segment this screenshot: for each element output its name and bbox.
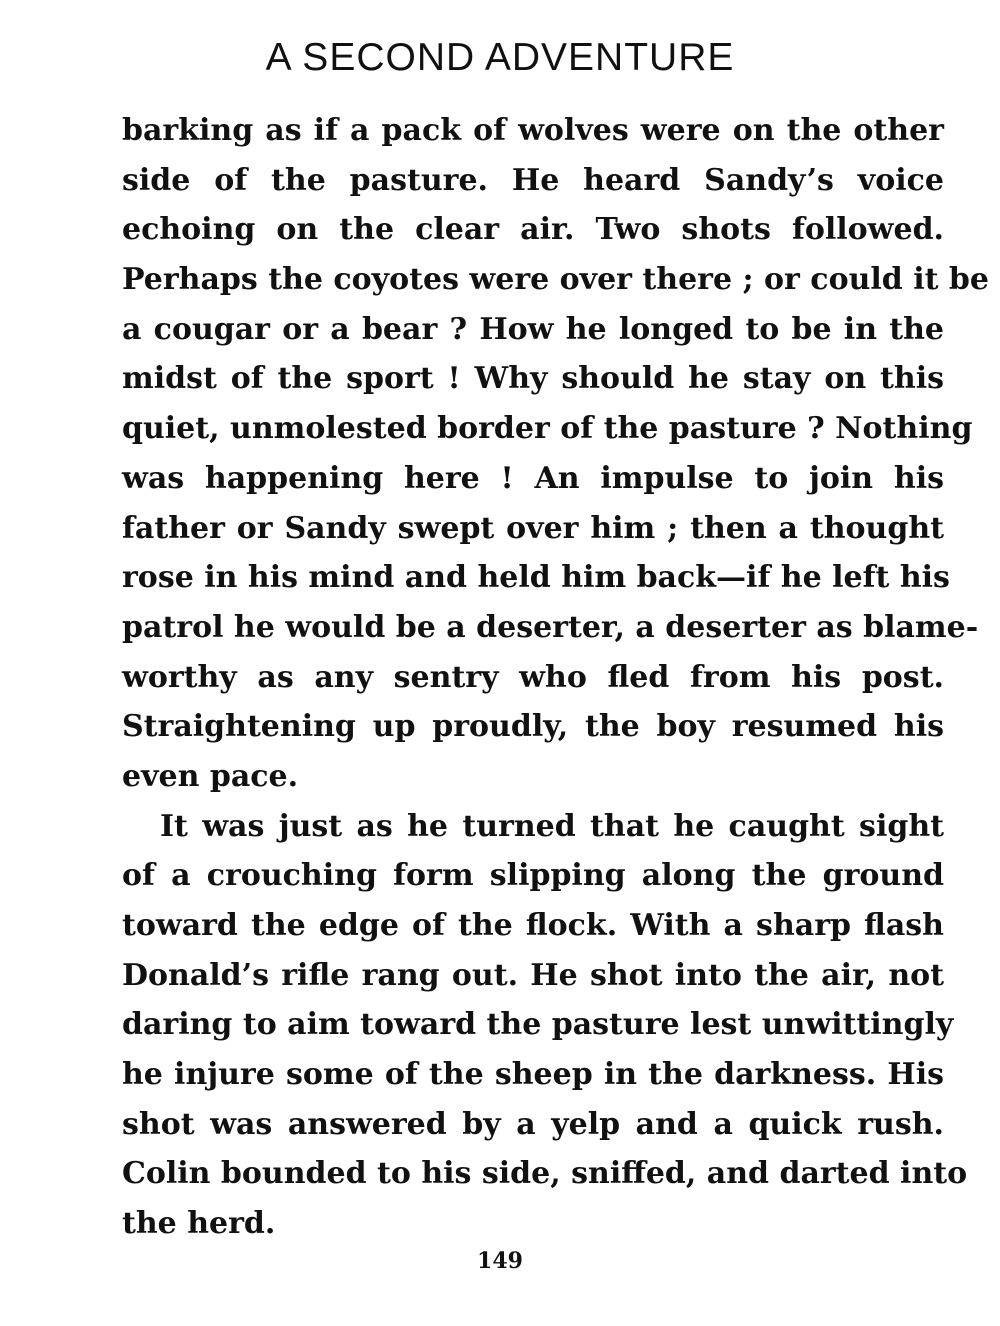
text-line: of a crouching form slipping along the ground xyxy=(122,858,944,894)
text-line: the herd. xyxy=(122,1206,276,1242)
text-line: Donald’s rifle rang out. He shot into the air, not xyxy=(122,957,944,993)
text-line: worthy as any sentry who fled from his post. xyxy=(122,659,944,695)
text-line: he injure some of the sheep in the darkness. His xyxy=(122,1057,944,1093)
text-line: Perhaps the coyotes were over there ; or could it be xyxy=(122,262,989,298)
text-line: Colin bounded to his side, sniffed, and darted into xyxy=(122,1156,968,1192)
text-line: midst of the sport ! Why should he stay on this xyxy=(122,361,944,397)
text-line: barking as if a pack of wolves were on the other xyxy=(122,113,944,148)
text-line: shot was answered by a yelp and a quick rush. xyxy=(122,1106,944,1142)
page-body-text xyxy=(122,106,989,1249)
paragraph-2 xyxy=(122,802,968,1249)
text-line: was happening here ! An impulse to join his xyxy=(122,460,944,496)
text-line: echoing on the clear air. Two shots followed. xyxy=(122,212,944,248)
text-line: rose in his mind and held him back—if he left his xyxy=(122,560,950,596)
text-line: a cougar or a bear ? How he longed to be in the xyxy=(122,311,944,347)
text-line: Straightening up proudly, the boy resumed his xyxy=(122,709,944,745)
text-line: side of the pasture. He heard Sandy’s voice xyxy=(122,162,944,198)
text-line: It was just as he turned that he caught sight xyxy=(160,808,944,844)
text-line: daring to aim toward the pasture lest unwittingly xyxy=(122,1007,954,1043)
page-number: 149 xyxy=(477,1248,523,1274)
text-line: father or Sandy swept over him ; then a thought xyxy=(122,510,944,546)
running-title: A SECOND ADVENTURE xyxy=(265,36,735,79)
paragraph-1 xyxy=(122,106,989,802)
text-line: patrol he would be a deserter, a deserter as blame- xyxy=(122,609,979,645)
text-line: even pace. xyxy=(122,758,299,794)
text-line: quiet, unmolested border of the pasture ? Nothing xyxy=(122,411,973,447)
text-line: toward the edge of the flock. With a sharp flash xyxy=(122,908,944,943)
